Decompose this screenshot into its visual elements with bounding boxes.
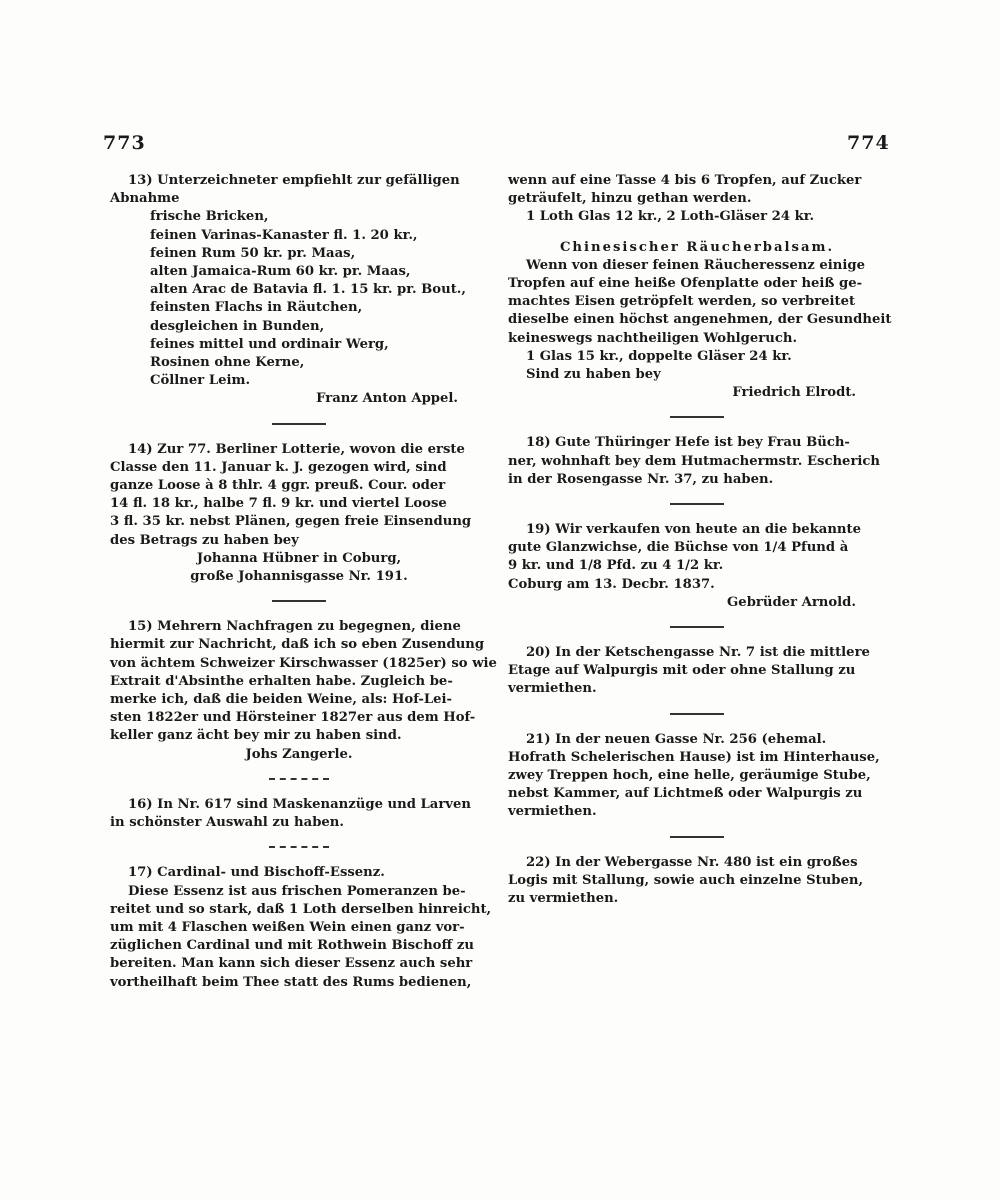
divider — [269, 778, 329, 780]
notice-line: 14 fl. 18 kr., halbe 7 fl. 9 kr. und viertel Loose — [110, 496, 447, 512]
notice-line: ganze Loose à 8 thlr. 4 ggr. preuß. Cour. oder — [110, 478, 446, 494]
notice-line: vortheilhaft beim Thee statt des Rums bedienen, — [110, 974, 472, 990]
notice-16 — [110, 796, 488, 832]
notice-18 — [508, 434, 886, 489]
notice-line: Sind zu haben bey — [526, 367, 661, 383]
notice-line: reitet und so stark, daß 1 Loth derselben hinreicht, — [110, 901, 492, 917]
signature: Johs Zangerle. — [245, 746, 353, 762]
notice-line: gute Glanzwichse, die Büchse von 1/4 Pfund à — [508, 540, 849, 556]
divider — [670, 626, 724, 628]
notice-line: Extrait d'Absinthe erhalten habe. Zugleich be- — [110, 673, 453, 689]
list-item: alten Jamaica-Rum 60 kr. pr. Maas, — [150, 264, 411, 280]
notice-line: von ächtem Schweizer Kirschwasser (1825er) so wie — [110, 655, 497, 671]
notice-13 — [110, 172, 488, 409]
notice-line: 15) Mehrern Nachfragen zu begegnen, diene — [128, 619, 461, 635]
notice-line: vermiethen. — [508, 804, 597, 820]
divider — [670, 713, 724, 715]
notice-subheading: Chinesischer Räucherbalsam. — [559, 239, 835, 255]
price-line: 1 Loth Glas 12 kr., 2 Loth-Gläser 24 kr. — [526, 209, 815, 225]
notice-15 — [110, 618, 497, 764]
divider — [670, 836, 724, 838]
notice-19 — [508, 521, 886, 612]
notice-line: machtes Eisen getröpfelt werden, so verbreitet — [508, 294, 856, 310]
divider — [269, 846, 329, 848]
notice-line: Logis mit Stallung, sowie auch einzelne Stuben, — [508, 872, 864, 888]
notice-line: Abnahme — [110, 191, 180, 207]
notice-heading: 17) Cardinal- und Bischoff-Essenz. — [128, 865, 385, 881]
notice-line: Diese Essenz ist aus frischen Pomeranzen be- — [128, 883, 466, 899]
notice-line: 21) In der neuen Gasse Nr. 256 (ehemal. — [526, 731, 827, 747]
notice-line: des Betrags zu haben bey — [110, 532, 299, 548]
notice-line: 20) In der Ketschengasse Nr. 7 ist die mittlere — [526, 645, 870, 661]
signature: Friedrich Elrodt. — [732, 385, 856, 401]
signature: große Johannisgasse Nr. 191. — [190, 569, 408, 585]
notice-line: 9 kr. und 1/8 Pfd. zu 4 1/2 kr. — [508, 558, 724, 574]
notice-line: 19) Wir verkaufen von heute an die bekannte — [526, 522, 861, 538]
notice-line: sten 1822er und Hörsteiner 1827er aus dem Hof- — [110, 710, 476, 726]
notice-line: vermiethen. — [508, 681, 597, 697]
divider — [670, 503, 724, 505]
signature: Johanna Hübner in Coburg, — [196, 550, 402, 566]
list-item: Rosinen ohne Kerne, — [150, 355, 305, 371]
notice-line: um mit 4 Flaschen weißen Wein einen ganz vor- — [110, 919, 465, 935]
list-item: frische Bricken, — [150, 209, 269, 225]
signature: Franz Anton Appel. — [316, 391, 458, 407]
notice-line: merke ich, daß die beiden Weine, als: Hof-Lei- — [110, 692, 453, 708]
notice-line: Wenn von dieser feinen Räucheressenz einige — [526, 257, 865, 273]
page-number-right: 774 — [847, 132, 890, 154]
notice-line: wenn auf eine Tasse 4 bis 6 Tropfen, auf Zucker — [508, 173, 862, 188]
notice-line: Classe den 11. Januar k. J. gezogen wird, sind — [110, 459, 447, 475]
list-item: feinsten Flachs in Räutchen, — [150, 300, 363, 316]
notice-line: keineswegs nachtheiligen Wohlgeruch. — [508, 330, 798, 346]
notice-line: zu vermiethen. — [508, 891, 619, 907]
notice-line: geträufelt, hinzu gethan werden. — [508, 191, 752, 207]
notice-17 — [110, 864, 492, 991]
notice-22 — [508, 854, 886, 909]
divider — [670, 416, 724, 418]
notice-line: hiermit zur Nachricht, daß ich so eben Zusendung — [110, 637, 485, 653]
notice-17-continued — [508, 172, 892, 402]
list-item: feinen Varinas-Kanaster fl. 1. 20 kr., — [150, 227, 418, 243]
list-item: feinen Rum 50 kr. pr. Maas, — [150, 245, 356, 261]
notice-line: in der Rosengasse Nr. 37, zu haben. — [508, 471, 774, 487]
notice-line: züglichen Cardinal und mit Rothwein Bischoff zu — [110, 938, 474, 954]
notice-line: 18) Gute Thüringer Hefe ist bey Frau Büch- — [526, 435, 850, 451]
price-line: 1 Glas 15 kr., doppelte Gläser 24 kr. — [526, 348, 792, 364]
notice-line: Hofrath Schelerischen Hause) ist im Hinterhause, — [508, 749, 880, 765]
notice-line: 14) Zur 77. Berliner Lotterie, wovon die erste — [128, 441, 465, 457]
page-number-left: 773 — [103, 132, 146, 154]
notice-20 — [508, 644, 886, 699]
list-item: Cöllner Leim. — [150, 373, 251, 389]
notice-line: Tropfen auf eine heiße Ofenplatte oder heiß ge- — [508, 276, 863, 292]
notice-line: nebst Kammer, auf Lichtmeß oder Walpurgis zu — [508, 786, 863, 802]
notice-line: 16) In Nr. 617 sind Maskenanzüge und Larven — [128, 796, 471, 812]
divider — [272, 600, 326, 602]
list-item: alten Arac de Batavia fl. 1. 15 kr. pr. Bout., — [150, 282, 466, 298]
notice-line: in schönster Auswahl zu haben. — [110, 815, 344, 831]
signature: Gebrüder Arnold. — [727, 594, 856, 610]
notice-14 — [110, 441, 488, 587]
notice-21 — [508, 731, 886, 822]
notice-line: keller ganz ächt bey mir zu haben sind. — [110, 728, 402, 744]
right-column — [508, 172, 892, 908]
place-date: Coburg am 13. Decbr. 1837. — [508, 576, 715, 592]
notice-line: zwey Treppen hoch, eine helle, geräumige Stube, — [508, 768, 871, 784]
list-item: feines mittel und ordinair Werg, — [150, 336, 389, 352]
notice-line: dieselbe einen höchst angenehmen, der Gesundheit — [508, 312, 892, 328]
notice-line: bereiten. Man kann sich dieser Essenz auch sehr — [110, 956, 473, 972]
divider — [272, 423, 326, 425]
notice-line: ner, wohnhaft bey dem Hutmachermstr. Escherich — [508, 453, 881, 469]
list-item: desgleichen in Bunden, — [150, 318, 325, 334]
notice-line: 3 fl. 35 kr. nebst Plänen, gegen freie Einsendung — [110, 514, 472, 530]
left-column — [110, 172, 497, 992]
notice-line: 13) Unterzeichneter empfiehlt zur gefälligen — [128, 173, 460, 188]
notice-line: 22) In der Webergasse Nr. 480 ist ein großes — [526, 854, 858, 870]
notice-line: Etage auf Walpurgis mit oder ohne Stallung zu — [508, 663, 856, 679]
